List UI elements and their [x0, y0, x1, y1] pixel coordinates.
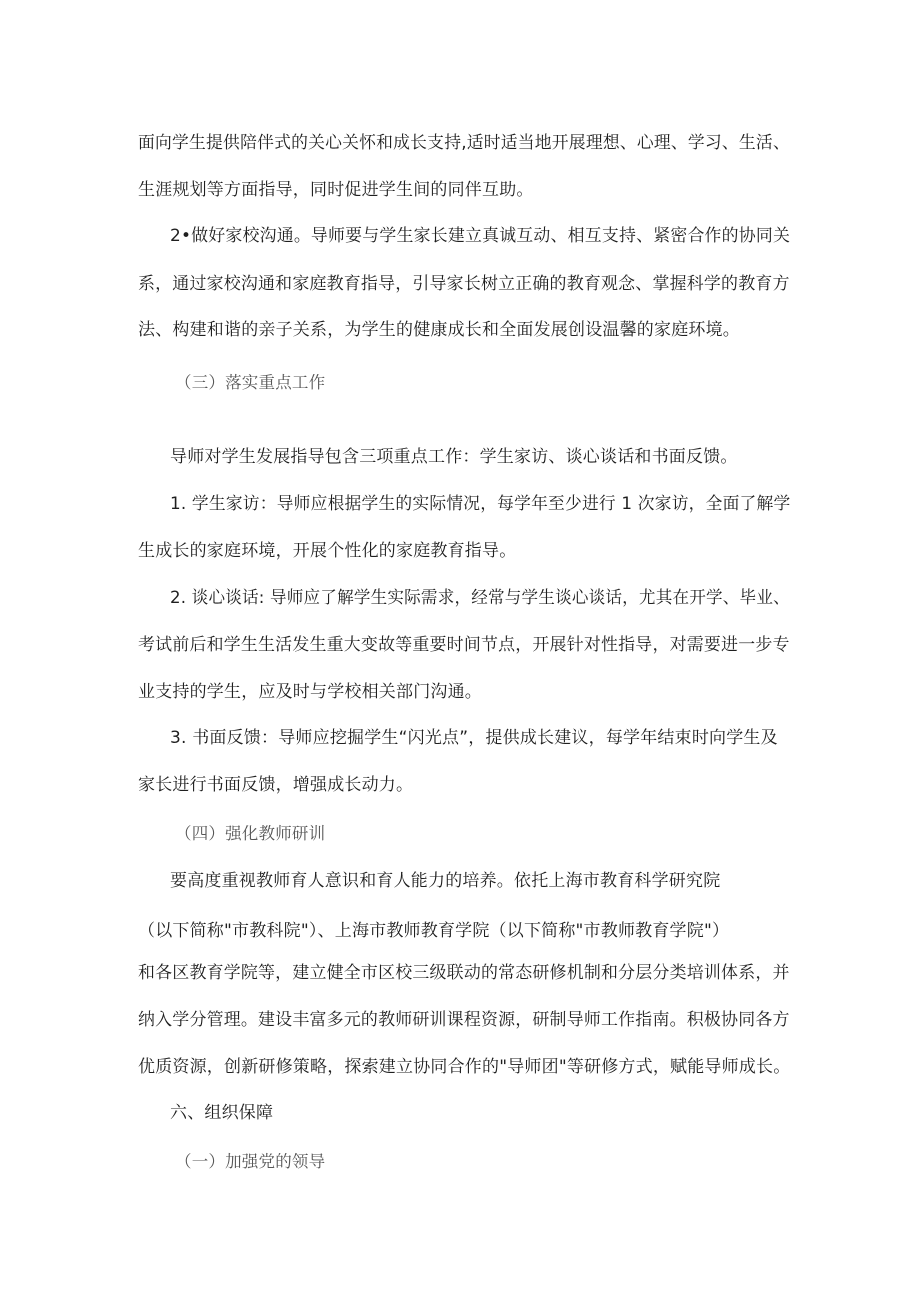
body-text-line: 导师对学生发展指导包含三项重点工作：学生家访、谈心谈话和书面反馈。 [170, 447, 738, 467]
body-text-line: 要高度重视教师育人意识和育人能力的培养。依托上海市教育科学研究院 [170, 871, 721, 891]
numbered-item-home-visit: 1. 学生家访：导师应根据学生的实际情况，每学年至少进行 1 次家访，全面了解学 [170, 494, 791, 514]
section-heading-party-leadership: （一）加强党的领导 [175, 1152, 326, 1171]
body-text-line: 生涯规划等方面指导，同时促进学生间的同伴互助。 [138, 180, 534, 200]
body-text-line: 生成长的家庭环境，开展个性化的家庭教育指导。 [138, 541, 517, 561]
body-text-line: 优质资源，创新研修策略，探索建立协同合作的"导师团"等研修方式，赋能导师成长。 [138, 1057, 791, 1077]
body-text-line: 业支持的学生，应及时与学校相关部门沟通。 [138, 682, 482, 702]
body-text-line: 面向学生提供陪伴式的关心关怀和成长支持,适时适当地开展理想、心理、学习、生活、 [138, 133, 790, 153]
numbered-item-written-feedback: 3. 书面反馈：导师应挖掘学生“闪光点”，提供成长建议，每学年结束时向学生及 [170, 728, 778, 748]
body-text-line: 系，通过家校沟通和家庭教育指导，引导家长树立正确的教育观念、掌握科学的教育方 [138, 274, 790, 294]
body-text-line: 和各区教育学院等，建立健全市区校三级联动的常态研修机制和分层分类培训体系，并 [138, 963, 790, 983]
numbered-item-heart-to-heart-talk: 2. 谈心谈话: 导师应了解学生实际需求，经常与学生谈心谈话，尤其在开学、毕业、 [170, 588, 790, 608]
body-text-line: 法、构建和谐的亲子关系，为学生的健康成长和全面发展创设温馨的家庭环境。 [138, 320, 740, 340]
body-text-line: 考试前后和学生生活发生重大变故等重要时间节点，开展针对性指导，对需要进一步专 [138, 635, 790, 655]
body-text-line: 纳入学分管理。建设丰富多元的教师研训课程资源，研制导师工作指南。积极协同各方 [138, 1010, 790, 1030]
numbered-item-home-school-communication: 2•做好家校沟通。导师要与学生家长建立真诚互动、相互支持、紧密合作的协同关 [170, 226, 791, 246]
chapter-heading-organizational-support: 六、组织保障 [170, 1103, 274, 1123]
section-heading-teacher-training: （四）强化教师研训 [175, 824, 326, 843]
body-text-line: （以下简称"市教科院"）、上海市教师教育学院（以下简称"市教师教育学院"） [138, 921, 730, 941]
section-heading-key-work: （三）落实重点工作 [175, 373, 326, 392]
body-text-line: 家长进行书面反馈，增强成长动力。 [138, 775, 414, 795]
